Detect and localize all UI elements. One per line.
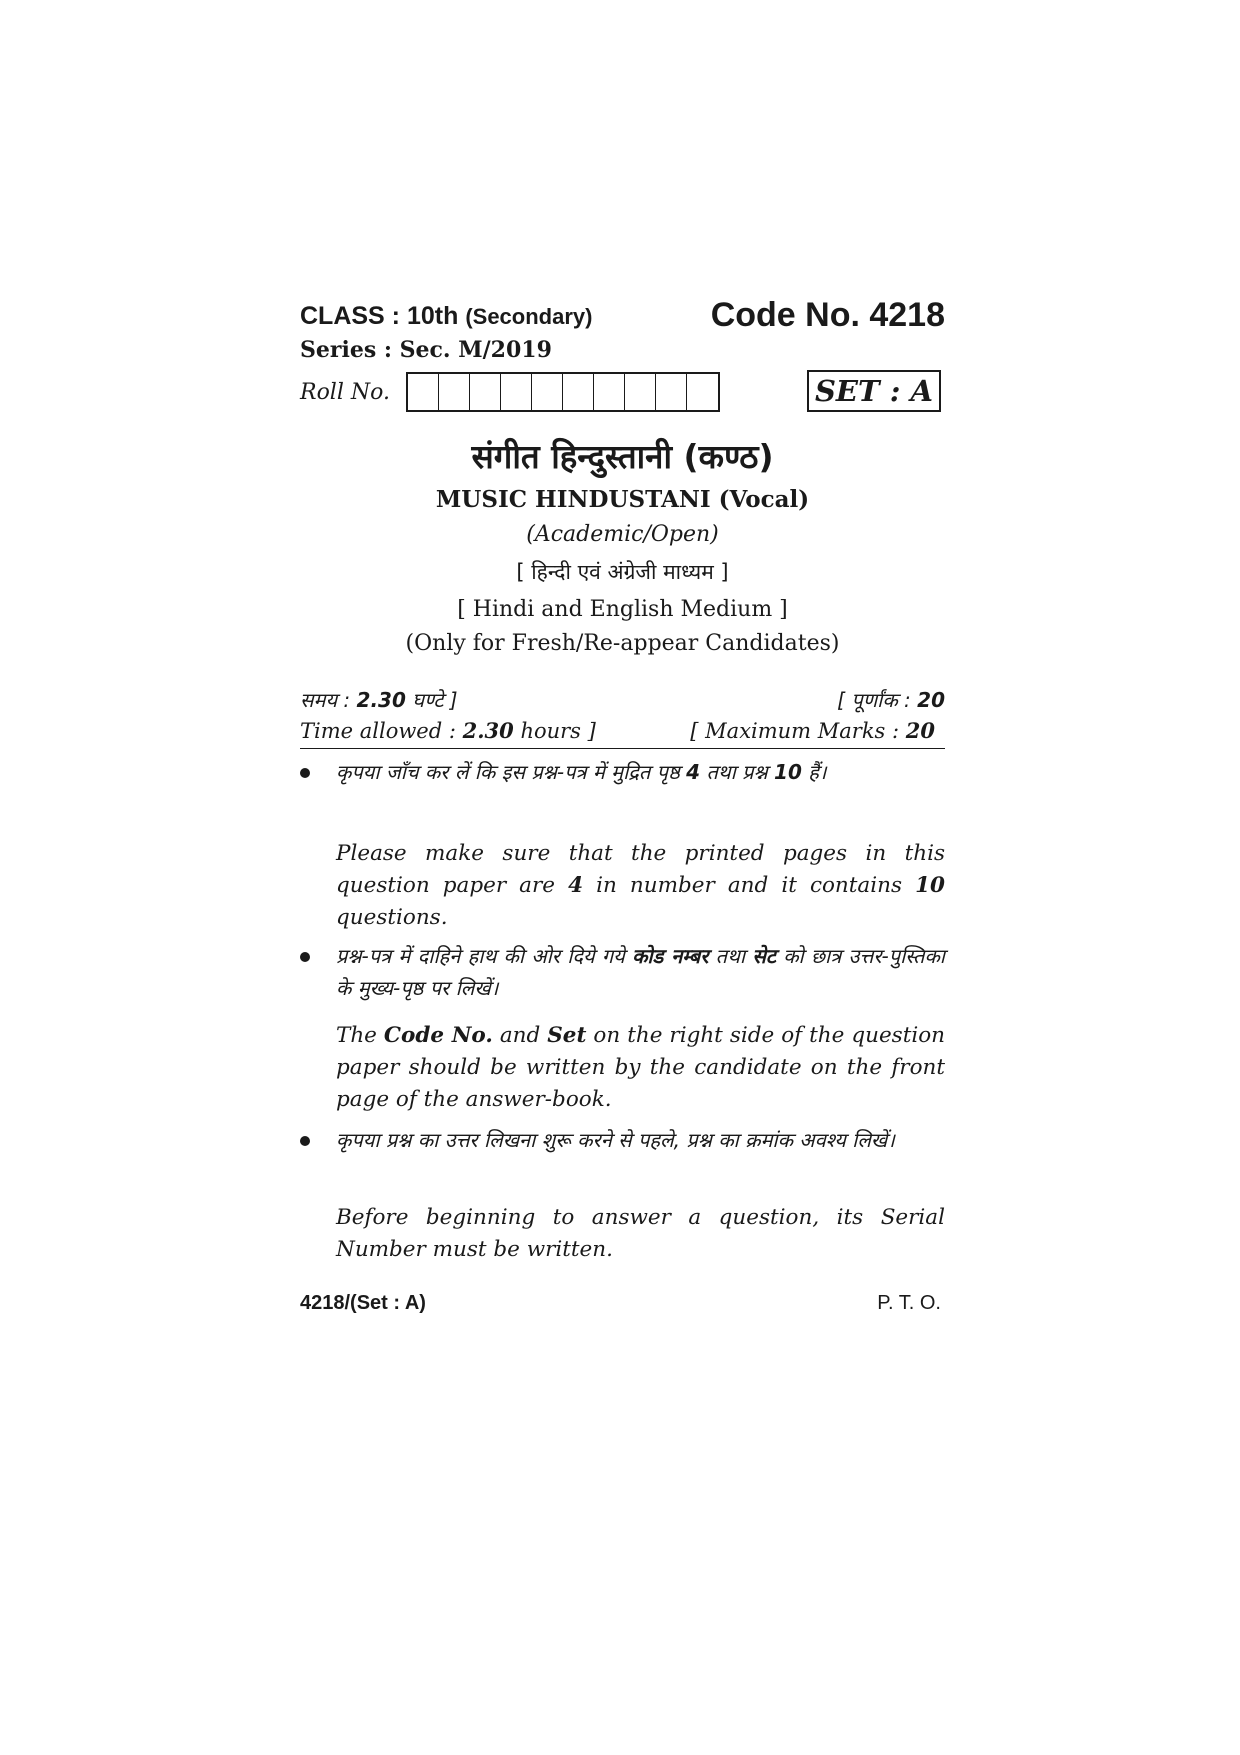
- roll-number-boxes[interactable]: [406, 372, 720, 412]
- instruction-3-hindi: कृपया प्रश्न का उत्तर लिखना शुरू करने से पहले, प्रश्न का क्रमांक अवश्य लिखें।: [336, 1128, 895, 1152]
- divider: [300, 748, 945, 749]
- i2-en-d: Set: [547, 1023, 587, 1048]
- time-allowed-english: [300, 718, 596, 743]
- i2-hi-a: प्रश्न-पत्र में दाहिने हाथ की ओर दिये गये: [336, 944, 633, 968]
- bullet-icon: [300, 1136, 310, 1146]
- roll-number-box[interactable]: [563, 374, 594, 410]
- time-hi-value: 2.30: [356, 688, 406, 712]
- roll-number-box[interactable]: [532, 374, 563, 410]
- time-hi-suffix: घण्टे ]: [405, 688, 458, 712]
- time-en-suffix: hours ]: [513, 719, 596, 743]
- roll-number-box[interactable]: [501, 374, 532, 410]
- roll-number-box[interactable]: [656, 374, 687, 410]
- i1-hi-e: हैं।: [801, 760, 827, 784]
- candidate-note: (Only for Fresh/Re-appear Candidates): [405, 631, 840, 656]
- i1-en-e: questions.: [336, 905, 448, 930]
- medium-hindi: [ हिन्दी एवं अंग्रेजी माध्यम ]: [516, 560, 729, 584]
- roll-number-row: [300, 372, 945, 412]
- academic-open-label: (Academic/Open): [526, 522, 719, 547]
- class-sub: (Secondary): [465, 304, 593, 329]
- i1-en-d: 10: [915, 873, 945, 898]
- i2-hi-b: कोड नम्बर: [632, 944, 709, 968]
- title-hindi: संगीत हिन्दुस्तानी (कण्ठ): [471, 437, 774, 476]
- instruction-3-english: Before beginning to answer a question, its Serial Number must be written.: [336, 1205, 945, 1262]
- class-label: [300, 302, 592, 331]
- i1-en-c: in number and it contains: [583, 873, 916, 898]
- roll-number-label: Roll No.: [300, 380, 390, 405]
- marks-hi-value: 20: [917, 688, 945, 712]
- bullet-icon: [300, 768, 310, 778]
- i1-en-a: Please make sure that the printed pages in this question paper are: [336, 841, 945, 898]
- time-allowed-hindi: [300, 686, 458, 713]
- max-marks-english: [690, 718, 935, 743]
- instruction-1-hindi: [336, 756, 945, 788]
- class-value: CLASS : 10th: [300, 302, 459, 330]
- instruction-2-english: [336, 1020, 945, 1116]
- marks-en-prefix: [ Maximum Marks :: [690, 719, 906, 743]
- title-english: MUSIC HINDUSTANI (Vocal): [435, 486, 810, 513]
- set-badge: SET : A: [807, 370, 941, 412]
- i1-hi-b: 4: [686, 760, 701, 784]
- instruction-2-hindi: [336, 940, 945, 1004]
- i1-hi-d: 10: [774, 760, 802, 784]
- instruction-1-english: [336, 838, 945, 934]
- i2-en-b: Code No.: [383, 1023, 493, 1048]
- roll-number-box[interactable]: [408, 374, 439, 410]
- roll-number-box[interactable]: [470, 374, 501, 410]
- i2-en-c: and: [492, 1023, 548, 1048]
- time-en-prefix: Time allowed :: [300, 719, 463, 743]
- roll-number-box[interactable]: [594, 374, 625, 410]
- time-en-value: 2.30: [462, 718, 514, 743]
- i2-en-e: on the right side of the question paper should be written by the candidate on the front page of the answer-book.: [336, 1023, 946, 1112]
- medium-english: [ Hindi and English Medium ]: [457, 597, 788, 622]
- i2-en-a: The: [336, 1023, 384, 1048]
- i2-hi-c: तथा: [708, 944, 753, 968]
- i1-en-b: 4: [568, 873, 584, 898]
- i1-hi-c: तथा प्रश्न: [700, 760, 775, 784]
- series-label: Series : Sec. M/2019: [300, 337, 552, 363]
- roll-number-box[interactable]: [687, 374, 718, 410]
- bullet-icon: [300, 952, 310, 962]
- code-number: Code No. 4218: [710, 296, 945, 334]
- i2-hi-d: सेट: [752, 944, 776, 968]
- roll-number-box[interactable]: [439, 374, 470, 410]
- i1-hi-a: कृपया जाँच कर लें कि इस प्रश्न-पत्र में मुद्रित पृष्ठ: [336, 760, 687, 784]
- time-hi-prefix: समय :: [300, 688, 357, 712]
- roll-number-box[interactable]: [625, 374, 656, 410]
- header-row: [300, 298, 945, 338]
- i2-hi-e: को छात्र उत्तर-पुस्तिका के मुख्य-पृष्ठ पर लिखें।: [336, 944, 945, 1000]
- footer-pto: P. T. O.: [877, 1292, 941, 1314]
- marks-hi-prefix: [ पूर्णांक :: [837, 688, 918, 712]
- max-marks-hindi: [837, 686, 945, 713]
- marks-en-value: 20: [905, 718, 935, 743]
- footer-code: 4218/(Set : A): [300, 1292, 426, 1314]
